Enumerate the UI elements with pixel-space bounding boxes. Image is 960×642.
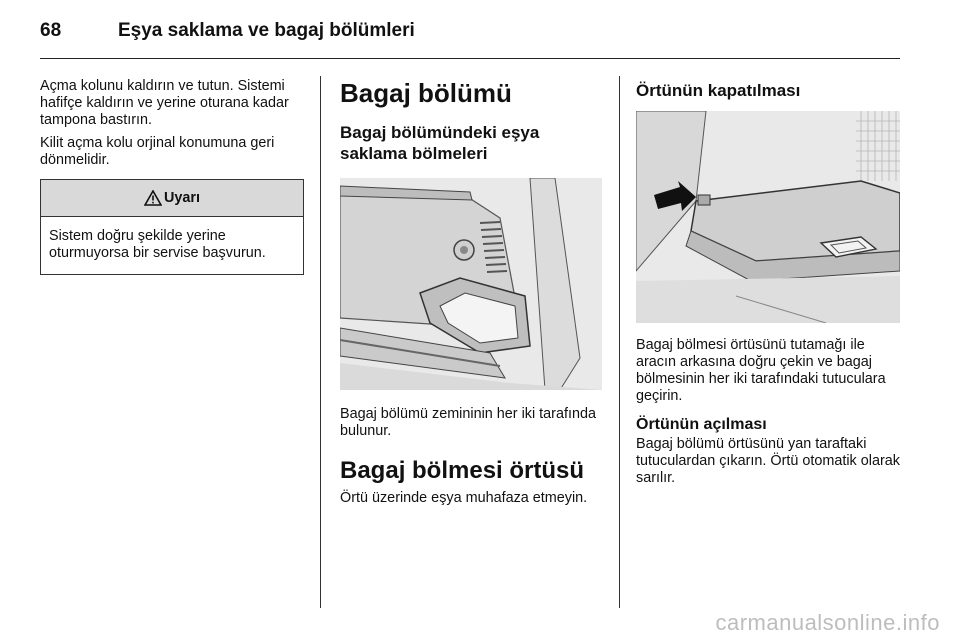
section-heading: Bagaj bölümü: [340, 78, 512, 108]
page-number: 68: [40, 20, 62, 41]
column-2: [340, 78, 604, 513]
warning-box: [40, 179, 304, 275]
page-header: [40, 16, 900, 60]
watermark: carmanualsonline.info: [715, 610, 940, 635]
column-1: [40, 78, 305, 275]
figure-caption: Bagaj bölümü zemininin her iki tarafında bulunur.: [340, 406, 596, 439]
storage-compartment-figure: [340, 178, 602, 390]
column-divider-1: [320, 76, 321, 608]
opening-cover-heading: Örtünün açılması: [636, 416, 767, 433]
column-divider-2: [619, 76, 620, 608]
closing-cover-heading: Örtünün kapatılması: [636, 81, 801, 100]
subsection-heading: Bagaj bölümündeki eşya saklama bölmeleri: [340, 123, 540, 163]
cargo-cover-paragraph: Örtü üzerinde eşya muhafaza etmeyin.: [340, 490, 588, 506]
warning-header: [41, 180, 303, 217]
closing-cover-paragraph: Bagaj bölmesi örtüsünü tutamağı ile aracın arkasına doğru çekin ve bagaj bölmesinin her iki tarafındaki tutuculara geçirin.: [636, 337, 886, 404]
cargo-cover-heading: Bagaj bölmesi örtüsü: [340, 457, 585, 484]
instruction-paragraph-2: Kilit açma kolu orjinal konumuna geri dönmelidir.: [40, 135, 275, 168]
page-title: Eşya saklama ve bagaj bölümleri: [118, 20, 415, 41]
cargo-cover-figure: [636, 111, 900, 323]
column-3: [636, 78, 904, 493]
header-rule: [40, 58, 900, 59]
opening-cover-paragraph: Bagaj bölümü örtüsünü yan taraftaki tutuculardan çıkarın. Örtü otomatik olarak sarılır.: [636, 436, 900, 486]
warning-text: Sistem doğru şekilde yerine oturmuyorsa bir servise başvurun.: [49, 228, 266, 261]
storage-compartment-illustration: [340, 178, 602, 390]
cargo-cover-illustration: [636, 111, 900, 323]
instruction-paragraph: Açma kolunu kaldırın ve tutun. Sistemi hafifçe kaldırın ve yerine oturana kadar tampona bastırın.: [40, 78, 289, 128]
warning-title: Uyarı: [164, 190, 200, 206]
warning-icon: [144, 190, 162, 206]
